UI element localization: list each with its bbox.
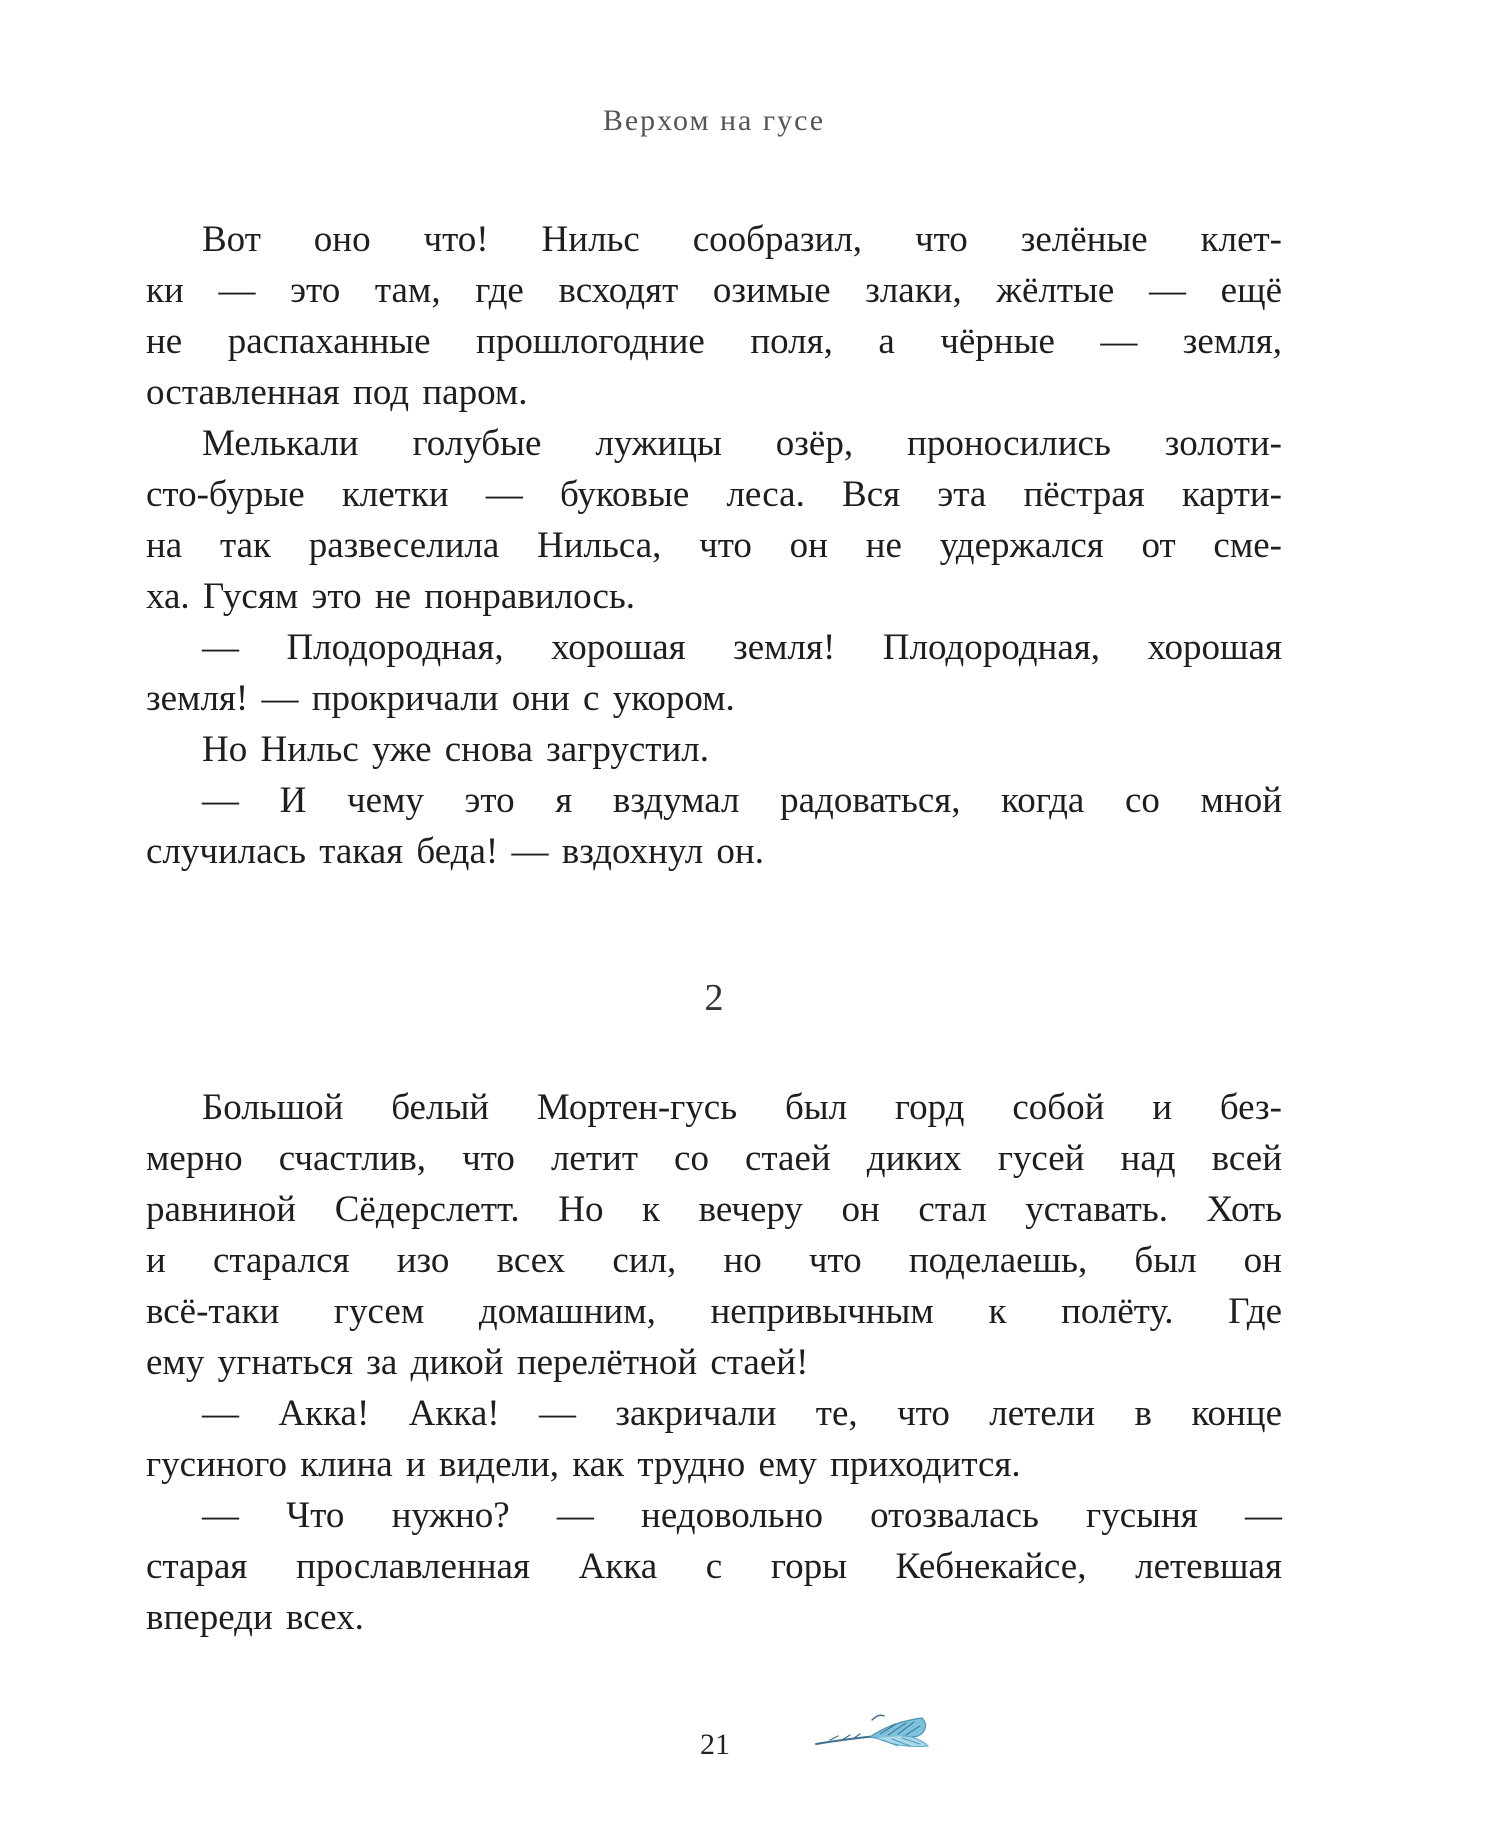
text-line: — Плодородная, хорошая земля! Плодородная, хорошая xyxy=(202,627,1282,668)
text-section-2 xyxy=(146,1082,1282,1643)
text-line: — И чему это я вздумал радоваться, когда со мной xyxy=(202,780,1282,821)
text-line: земля! — прокричали они с укором. xyxy=(146,678,735,719)
page-number: 21 xyxy=(700,1728,730,1761)
feather-icon xyxy=(810,1710,940,1760)
text-line: Большой белый Мортен-гусь был горд собой и без- xyxy=(202,1087,1282,1128)
text-line: ки — это там, где всходят озимые злаки, жёлтые — ещё xyxy=(146,270,1282,311)
text-section-1 xyxy=(146,214,1282,877)
text-line: не распаханные прошлогодние поля, а чёрные — земля, xyxy=(146,321,1282,362)
text-line: ему угнаться за дикой перелётной стаей! xyxy=(146,1342,809,1383)
chapter-number: 2 xyxy=(704,977,724,1019)
text-line: сто-бурые клетки — буковые леса. Вся эта пёстрая карти- xyxy=(146,474,1282,515)
text-line: на так развеселила Нильса, что он не удержался от сме- xyxy=(146,525,1282,566)
text-line: впереди всех. xyxy=(146,1597,364,1638)
text-line: Но Нильс уже снова загрустил. xyxy=(202,729,709,770)
text-line: гусиного клина и видели, как трудно ему приходится. xyxy=(146,1444,1021,1485)
text-line: мерно счастлив, что летит со стаей диких гусей над всей xyxy=(146,1138,1282,1179)
text-line: ха. Гусям это не понравилось. xyxy=(146,576,636,617)
text-line: равниной Сёдерслетт. Но к вечеру он стал уставать. Хоть xyxy=(146,1189,1282,1230)
text-line: и старался изо всех сил, но что поделаешь, был он xyxy=(146,1240,1282,1281)
text-line: всё-таки гусем домашним, непривычным к полёту. Где xyxy=(146,1291,1282,1332)
text-line: Мелькали голубые лужицы озёр, проносились золоти- xyxy=(202,423,1282,464)
text-line: Вот оно что! Нильс сообразил, что зелёные клет- xyxy=(202,219,1282,260)
text-line: — Акка! Акка! — закричали те, что летели в конце xyxy=(202,1393,1282,1434)
text-line: оставленная под паром. xyxy=(146,372,528,413)
text-line: старая прославленная Акка с горы Кебнекайсе, летевшая xyxy=(146,1546,1282,1587)
text-line: — Что нужно? — недовольно отозвалась гусыня — xyxy=(202,1495,1282,1536)
running-head-title: Верхом на гусе xyxy=(602,104,826,137)
text-line: случилась такая беда! — вздохнул он. xyxy=(146,831,764,872)
